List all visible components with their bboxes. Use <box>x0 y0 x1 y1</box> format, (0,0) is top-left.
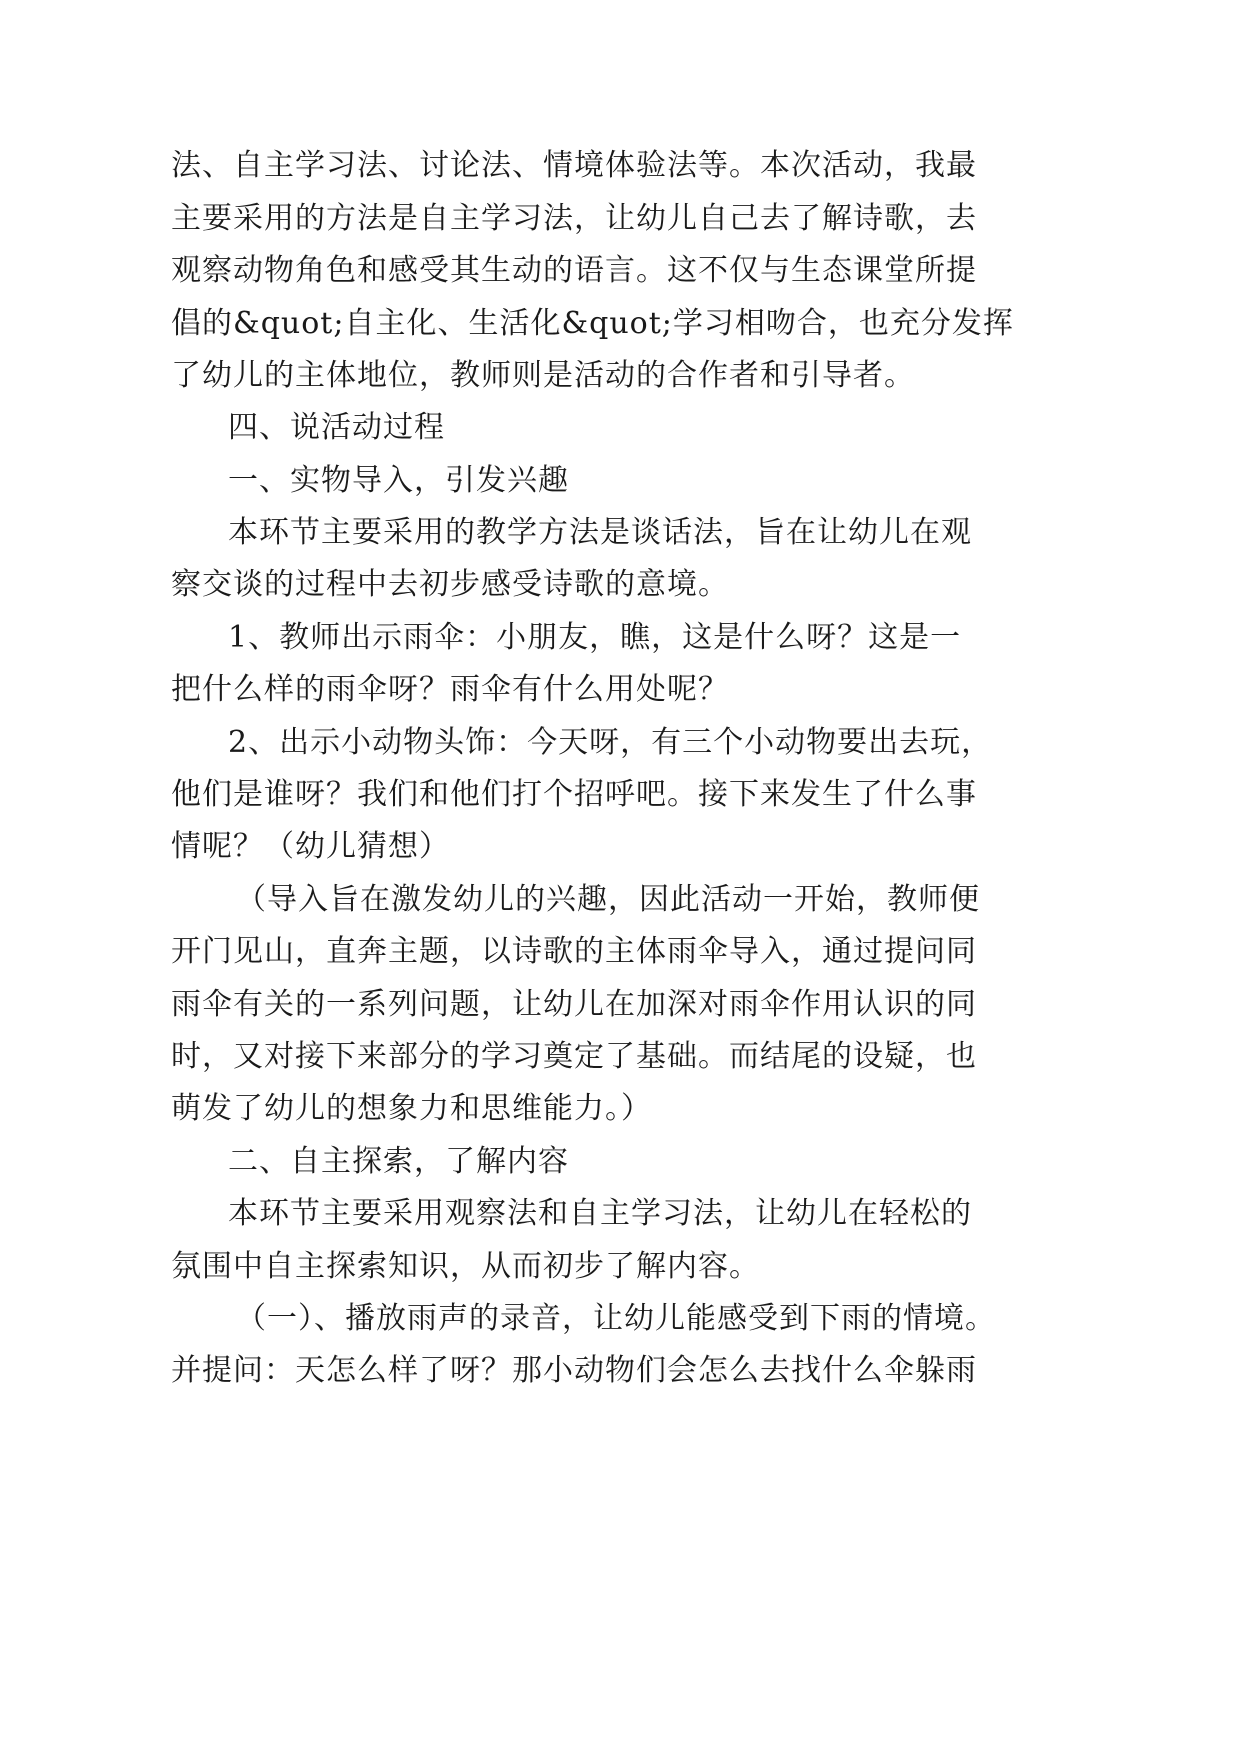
text-line: 情呢？（幼儿猜想） <box>171 829 450 864</box>
text-line: （一）、播放雨声的录音，让幼儿能感受到下雨的情境。 <box>236 1301 996 1336</box>
text-line: 2、出示小动物头饰：今天呀，有三个小动物要出去玩， <box>228 725 993 760</box>
text-line: 1、教师出示雨伞：小朋友，瞧，这是什么呀？这是一 <box>228 620 962 655</box>
text-line: 雨伞有关的一系列问题，让幼儿在加深对雨伞作用认识的同 <box>171 987 977 1022</box>
text-line: （导入旨在激发幼儿的兴趣，因此活动一开始，教师便 <box>236 882 980 917</box>
subsection-heading: 一、实物导入，引发兴趣 <box>228 463 569 498</box>
text-line: 主要采用的方法是自主学习法，让幼儿自己去了解诗歌，去 <box>171 201 977 236</box>
text-line: 开门见山，直奔主题，以诗歌的主体雨伞导入，通过提问同 <box>171 934 977 969</box>
section-heading: 四、说活动过程 <box>228 410 445 445</box>
text-line: 本环节主要采用的教学方法是谈话法，旨在让幼儿在观 <box>228 515 972 550</box>
text-line: 萌发了幼儿的想象力和思维能力。） <box>171 1091 652 1126</box>
text-line: 察交谈的过程中去初步感受诗歌的意境。 <box>171 567 729 602</box>
text-line: 观察动物角色和感受其生动的语言。这不仅与生态课堂所提 <box>171 253 977 288</box>
text-line: 时，又对接下来部分的学习奠定了基础。而结尾的设疑，也 <box>171 1039 977 1074</box>
text-line: 他们是谁呀？我们和他们打个招呼吧。接下来发生了什么事 <box>171 777 977 812</box>
text-line: 并提问：天怎么样了呀？那小动物们会怎么去找什么伞躲雨 <box>171 1353 977 1388</box>
text-line: 倡的&quot;自主化、生活化&quot;学习相吻合，也充分发挥 <box>171 306 1014 341</box>
subsection-heading: 二、自主探索，了解内容 <box>228 1144 569 1179</box>
text-line: 把什么样的雨伞呀？雨伞有什么用处呢？ <box>171 672 729 707</box>
text-line: 了幼儿的主体地位，教师则是活动的合作者和引导者。 <box>171 358 915 393</box>
text-line: 法、自主学习法、讨论法、情境体验法等。本次活动，我最 <box>171 148 977 183</box>
text-line: 本环节主要采用观察法和自主学习法，让幼儿在轻松的 <box>228 1196 972 1231</box>
text-line: 氛围中自主探索知识，从而初步了解内容。 <box>171 1249 760 1284</box>
